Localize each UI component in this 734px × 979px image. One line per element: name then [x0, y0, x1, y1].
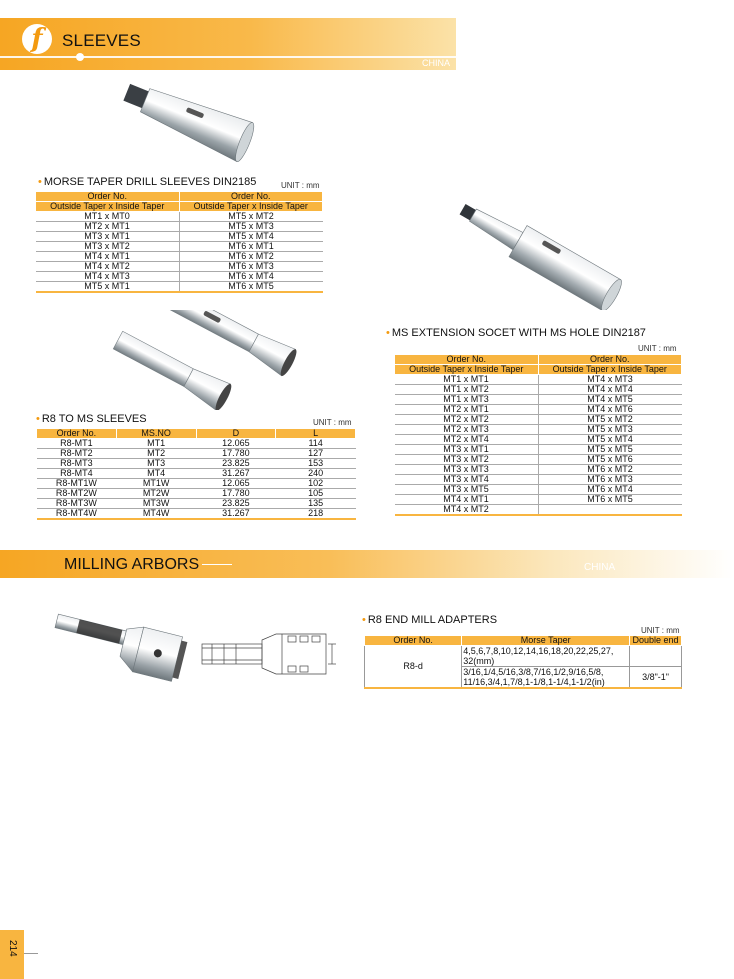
table-row: R8-d 4,5,6,7,8,10,12,14,16,18,20,22,25,27, 32(mm): [365, 646, 682, 667]
col-header: Order No.: [538, 355, 682, 365]
extension-section-title: • MS EXTENSION SOCET WITH MS HOLE DIN2187: [386, 327, 646, 339]
morse-section-title: • MORSE TAPER DRILL SLEEVES DIN2185: [38, 176, 257, 188]
table-row: R8-MT3 MT3 23.825 153: [37, 459, 356, 469]
col-header: Order No.: [36, 192, 180, 202]
page-tick: [24, 953, 38, 954]
col-subheader: Outside Taper x Inside Taper: [395, 365, 539, 375]
col-header: Order No.: [365, 636, 462, 646]
col-header: D: [196, 429, 276, 439]
col-header: MS.NO: [116, 429, 196, 439]
table-row: MT3 x MT3 MT6 x MT2: [395, 465, 682, 475]
end-mill-adapter-image: [48, 608, 193, 688]
table-row: MT4 x MT1 MT6 x MT2: [36, 252, 323, 262]
page-number: 214: [7, 940, 18, 957]
table-row: R8-MT1W MT1W 12.065 102: [37, 479, 356, 489]
endmill-section-title: • R8 END MILL ADAPTERS: [362, 614, 498, 626]
extension-unit: UNIT : mm: [638, 344, 677, 353]
table-row: MT1 x MT1 MT4 x MT3: [395, 375, 682, 385]
brand-logo: f: [22, 24, 52, 54]
arrow-line: [202, 564, 232, 565]
r8-unit: UNIT : mm: [313, 418, 352, 427]
table-row: MT2 x MT1 MT4 x MT6: [395, 405, 682, 415]
table-row: R8-MT4W MT4W 31.267 218: [37, 509, 356, 520]
table-row: MT3 x MT2 MT6 x MT1: [36, 242, 323, 252]
table-row: MT2 x MT3 MT5 x MT3: [395, 425, 682, 435]
table-row: MT3 x MT1 MT5 x MT5: [395, 445, 682, 455]
col-header: Order No.: [179, 192, 323, 202]
table-row: R8-MT1 MT1 12.065 114: [37, 439, 356, 449]
milling-title: MILLING ARBORS: [64, 556, 200, 573]
table-row: MT2 x MT4 MT5 x MT4: [395, 435, 682, 445]
col-header: Double end: [630, 636, 682, 646]
r8-table: [36, 428, 356, 520]
table-row: MT4 x MT2 MT6 x MT3: [36, 262, 323, 272]
col-header: Order No.: [37, 429, 117, 439]
table-row: MT1 x MT2 MT4 x MT4: [395, 385, 682, 395]
endmill-table: [364, 635, 682, 689]
region-label: CHINA: [421, 58, 450, 68]
table-row: MT3 x MT5 MT6 x MT4: [395, 485, 682, 495]
r8-sleeves-image: [100, 310, 300, 410]
milling-header-bar: [0, 550, 734, 578]
table-row: MT1 x MT0 MT5 x MT2: [36, 212, 323, 222]
header-dot: [76, 53, 84, 61]
table-row: R8-MT4 MT4 31.267 240: [37, 469, 356, 479]
table-row: MT3 x MT2 MT5 x MT6: [395, 455, 682, 465]
table-row: MT2 x MT2 MT5 x MT2: [395, 415, 682, 425]
col-header: Morse Taper: [462, 636, 630, 646]
col-subheader: Outside Taper x Inside Taper: [538, 365, 682, 375]
col-header: Order No.: [395, 355, 539, 365]
table-row: MT4 x MT3 MT6 x MT4: [36, 272, 323, 282]
col-subheader: Outside Taper x Inside Taper: [36, 202, 180, 212]
table-row: MT3 x MT4 MT6 x MT3: [395, 475, 682, 485]
table-row: MT5 x MT1 MT6 x MT5: [36, 282, 323, 293]
extension-socket-image: [452, 200, 627, 310]
col-header: L: [276, 429, 356, 439]
milling-region-label: CHINA: [584, 562, 616, 573]
endmill-unit: UNIT : mm: [641, 626, 680, 635]
table-row: 3/16,1/4,5/16,3/8,7/16,1/2,9/16,5/8, 11/16,3/4,1,7/8,1-1/8,1-1/4,1-1/2(in) 3/8"-1": [365, 667, 682, 689]
page-number-tab: [0, 930, 24, 979]
col-subheader: Outside Taper x Inside Taper: [179, 202, 323, 212]
header-line: [0, 56, 456, 58]
morse-sleeve-image: [112, 78, 262, 166]
table-row: MT4 x MT2: [395, 505, 682, 516]
table-row: MT3 x MT1 MT5 x MT4: [36, 232, 323, 242]
page-title: SLEEVES: [62, 31, 141, 50]
morse-table: [35, 191, 323, 293]
r8-section-title: • R8 TO MS SLEEVES: [36, 413, 147, 425]
table-row: MT1 x MT3 MT4 x MT5: [395, 395, 682, 405]
table-row: R8-MT3W MT3W 23.825 135: [37, 499, 356, 509]
table-row: R8-MT2 MT2 17.780 127: [37, 449, 356, 459]
morse-unit: UNIT : mm: [281, 181, 320, 190]
end-mill-adapter-drawing: [200, 630, 350, 680]
table-row: R8-MT2W MT2W 17.780 105: [37, 489, 356, 499]
table-row: MT2 x MT1 MT5 x MT3: [36, 222, 323, 232]
header-bar: [0, 18, 456, 70]
table-row: MT4 x MT1 MT6 x MT5: [395, 495, 682, 505]
extension-table: [394, 354, 682, 516]
